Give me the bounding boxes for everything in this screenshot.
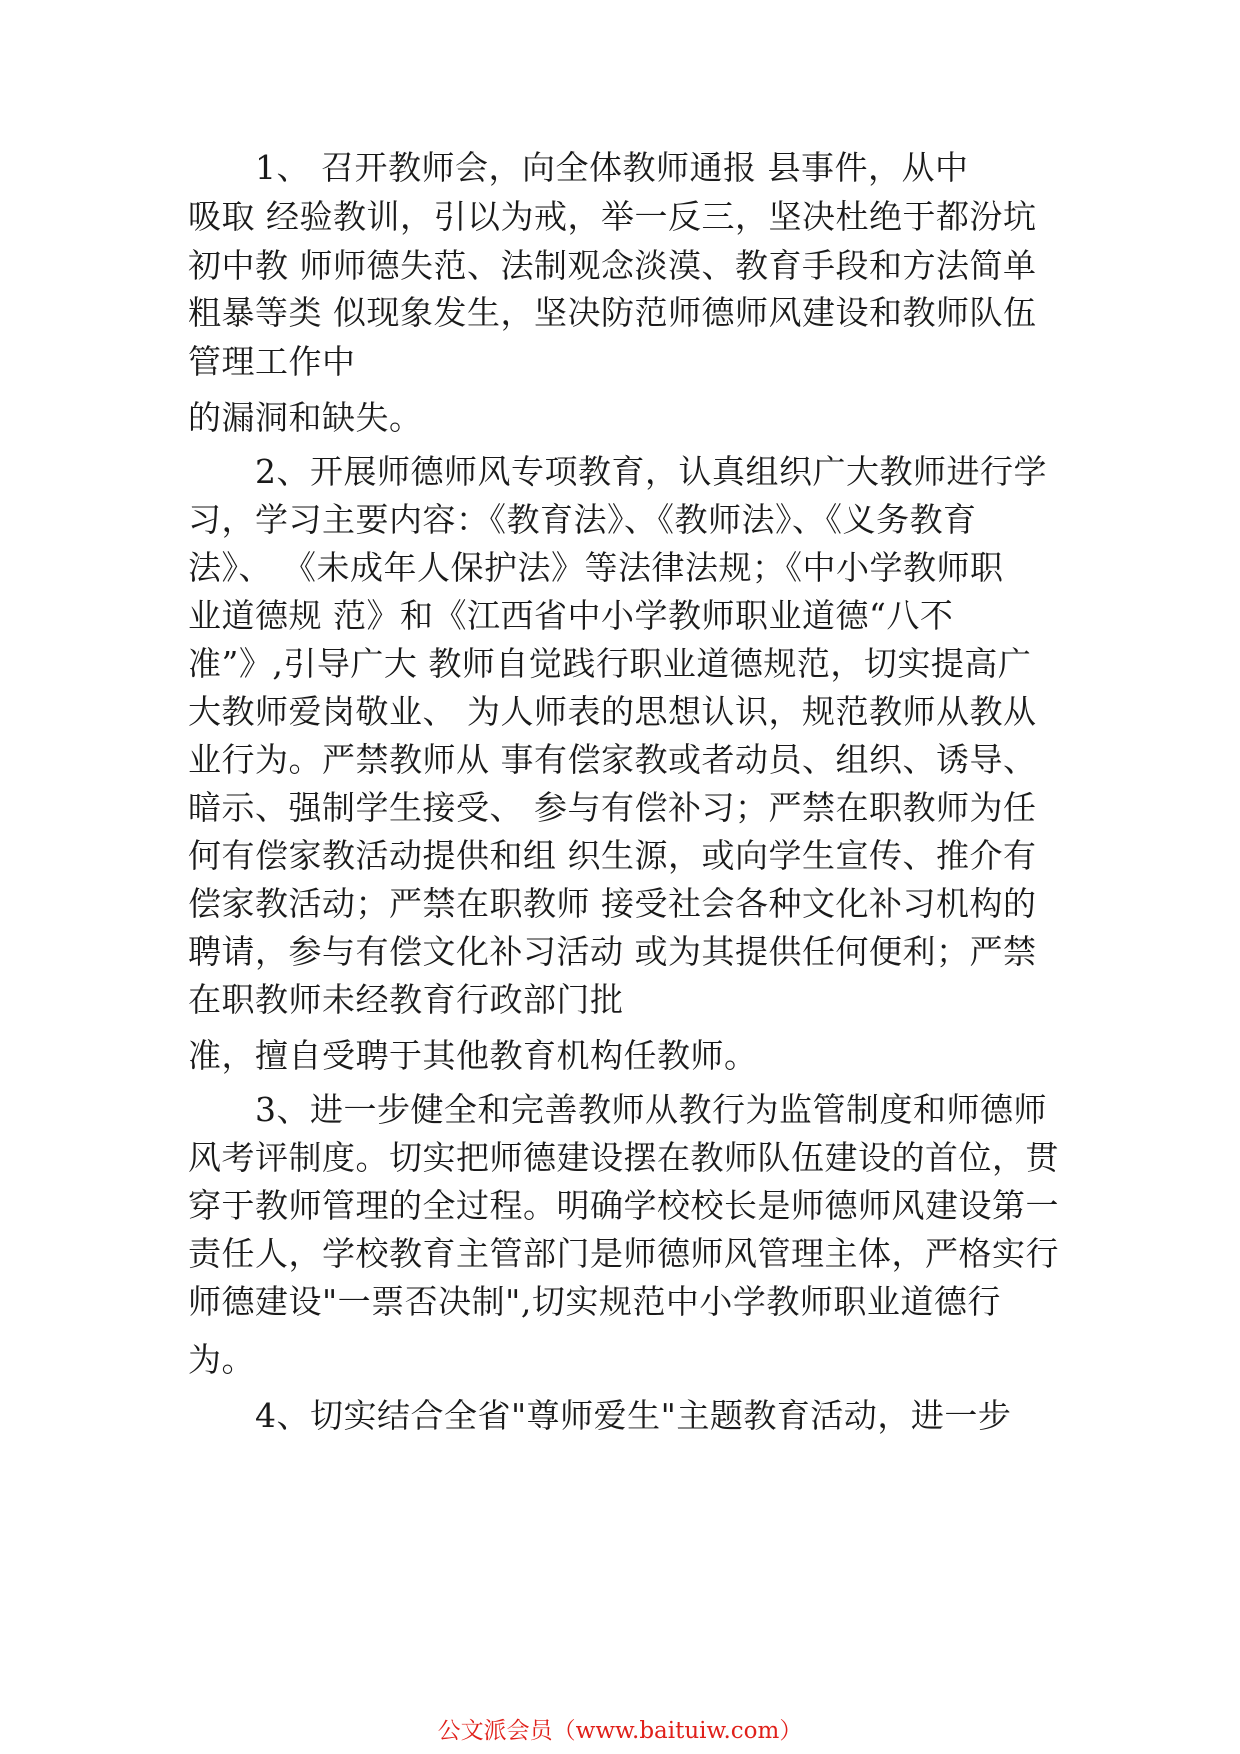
paragraph-3-line-6: 为。 (188, 1340, 255, 1379)
paragraph-3-line-1: 3、进一步健全和完善教师从教行为监管制度和师德师 (188, 1090, 1047, 1129)
footer-site-credit: 公文派会员（www.baituiw.com） (437, 1718, 803, 1744)
paragraph-2-line-9: 何有偿家教活动提供和组 织生源，或向学生宣传、推介有 (188, 836, 1037, 875)
paragraph-4-line-1: 4、切实结合全省"尊师爱生"主题教育活动，进一步 (188, 1396, 1012, 1435)
paragraph-1-line-5: 管理工作中 (188, 342, 356, 381)
paragraph-2-line-12: 在职教师未经教育行政部门批 (188, 980, 624, 1019)
paragraph-2-line-4: 业道德规 范》和《江西省中小学教师职业道德“八不 (188, 596, 954, 635)
paragraph-2-line-6: 大教师爱岗敬业、 为人师表的思想认识，规范教师从教从 (188, 692, 1037, 731)
paragraph-2-line-1: 2、开展师德师风专项教育，认真组织广大教师进行学 (188, 452, 1047, 491)
paragraph-1-line-3: 初中教 师师德失范、法制观念淡漠、教育手段和方法简单 (188, 246, 1037, 285)
paragraph-2-line-10: 偿家教活动；严禁在职教师 接受社会各种文化补习机构的 (188, 884, 1037, 923)
paragraph-1-line-1: 1、 召开教师会，向全体教师通报 县事件，从中 (188, 148, 969, 187)
paragraph-1-line-6: 的漏洞和缺失。 (188, 398, 423, 437)
paragraph-2-line-11: 聘请，参与有偿文化补习活动 或为其提供任何便利；严禁 (188, 932, 1037, 971)
paragraph-2-line-5: 准”》,引导广大 教师自觉践行职业道德规范，切实提高广 (188, 644, 1032, 683)
paragraph-2-line-13: 准，擅自受聘于其他教育机构任教师。 (188, 1036, 758, 1075)
paragraph-2-line-7: 业行为。严禁教师从 事有偿家教或者动员、组织、诱导、 (188, 740, 1037, 779)
paragraph-3-line-4: 责任人，学校教育主管部门是师德师风管理主体，严格实行 (188, 1234, 1059, 1273)
paragraph-2-line-2: 习，学习主要内容：《教育法》、《教师法》、《义务教育 (188, 500, 977, 539)
paragraph-2-line-3: 法》、 《未成年人保护法》等法律法规；《中小学教师职 (188, 548, 1004, 587)
paragraph-2-line-8: 暗示、强制学生接受、 参与有偿补习；严禁在职教师为任 (188, 788, 1037, 827)
paragraph-3-line-2: 风考评制度。切实把师德建设摆在教师队伍建设的首位，贯 (188, 1138, 1059, 1177)
paragraph-1-line-2: 吸取 经验教训，引以为戒，举一反三，坚决杜绝于都汾坑 (188, 197, 1037, 236)
paragraph-3-line-3: 穿于教师管理的全过程。明确学校校长是师德师风建设第一 (188, 1186, 1059, 1225)
paragraph-1-line-4: 粗暴等类 似现象发生，坚决防范师德师风建设和教师队伍 (188, 293, 1037, 332)
paragraph-3-line-5: 师德建设"一票否决制",切实规范中小学教师职业道德行 (188, 1282, 1001, 1321)
